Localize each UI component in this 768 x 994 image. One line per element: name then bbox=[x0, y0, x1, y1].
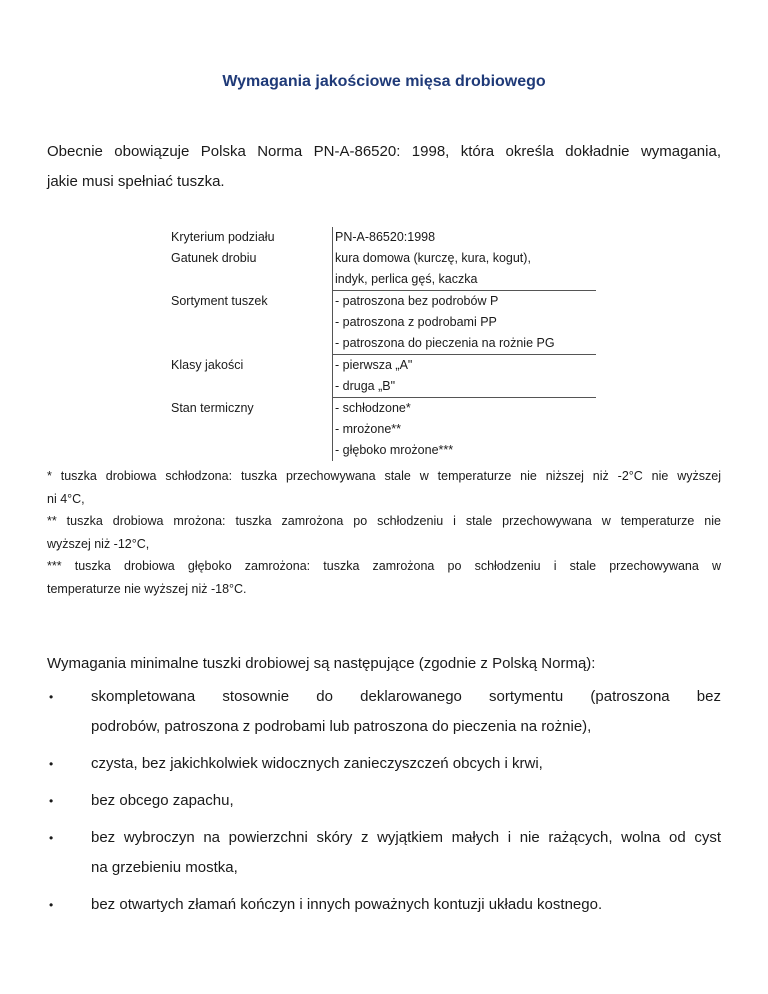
list-item bbox=[47, 823, 721, 883]
list-item bbox=[47, 749, 721, 779]
footnote-3-line-2: temperaturze nie wyższej niż -18°C. bbox=[47, 581, 247, 596]
table-row bbox=[171, 398, 596, 420]
table-row bbox=[171, 269, 596, 291]
list-item-line-1: czysta, bez jakichkolwiek widocznych zanieczyszczeń obcych i krwi, bbox=[91, 755, 543, 772]
criteria-table bbox=[171, 227, 596, 461]
table-key: Stan termiczny bbox=[171, 400, 254, 415]
bullet-icon: • bbox=[49, 690, 54, 704]
table-value: - schłodzone* bbox=[333, 398, 597, 420]
table-value: - druga „B" bbox=[333, 376, 597, 398]
page-title: Wymagania jakościowe mięsa drobiowego bbox=[222, 73, 546, 90]
table-key: Gatunek drobiu bbox=[171, 251, 257, 265]
list-item-line-1: bez wybroczyn na powierzchni skóry z wyjątkiem małych i nie rażących, wolna od cyst bbox=[91, 829, 721, 846]
table-row bbox=[171, 440, 596, 461]
list-item bbox=[47, 682, 721, 742]
table-key bbox=[171, 376, 333, 398]
footnotes bbox=[47, 465, 721, 600]
intro-paragraph bbox=[47, 137, 721, 197]
requirements-list bbox=[47, 682, 721, 920]
requirements-intro: Wymagania minimalne tuszki drobiowej są następujące (zgodnie z Polską Normą): bbox=[47, 655, 596, 672]
list-item bbox=[47, 890, 721, 920]
footnote-2-line-2: wyższej niż -12°C, bbox=[47, 536, 150, 551]
list-item-line-1: bez otwartych złamań kończyn i innych poważnych kontuzji układu kostnego. bbox=[91, 896, 603, 913]
table-key: Sortyment tuszek bbox=[171, 293, 268, 308]
footnote-1-line-1: * tuszka drobiowa schłodzona: tuszka przechowywana stale w temperaturze nie niższej niż -2°C nie wyższej bbox=[47, 469, 721, 483]
requirements-section bbox=[47, 652, 721, 927]
table-value: PN-A-86520:1998 bbox=[333, 227, 597, 248]
bullet-icon: • bbox=[49, 831, 54, 845]
footnote-1-line-2: ni 4°C, bbox=[47, 491, 85, 506]
intro-line-2: jakie musi spełniać tuszka. bbox=[47, 173, 225, 190]
table-value: - mrożone** bbox=[333, 419, 597, 440]
table-key bbox=[171, 440, 333, 461]
table-row bbox=[171, 376, 596, 398]
table-key bbox=[171, 419, 333, 440]
table-row bbox=[171, 291, 596, 313]
intro-line-1: Obecnie obowiązuje Polska Norma PN-A-86520: 1998, która określa dokładnie wymagania, bbox=[47, 143, 721, 160]
table-row bbox=[171, 227, 596, 248]
table-value: - patroszona bez podrobów P bbox=[333, 291, 597, 313]
bullet-icon: • bbox=[49, 794, 54, 808]
table-value: indyk, perlica gęś, kaczka bbox=[333, 269, 597, 291]
list-item-line-1: bez obcego zapachu, bbox=[91, 792, 234, 809]
table-value: - patroszona do pieczenia na rożnie PG bbox=[333, 333, 597, 355]
bullet-icon: • bbox=[49, 757, 54, 771]
bullet-icon: • bbox=[49, 898, 54, 912]
table-row bbox=[171, 312, 596, 333]
table-value: - patroszona z podrobami PP bbox=[333, 312, 597, 333]
footnote-2-line-1: ** tuszka drobiowa mrożona: tuszka zamrożona po schłodzeniu i stale przechowywana w temperaturze nie bbox=[47, 514, 721, 528]
list-item-line-2: na grzebieniu mostka, bbox=[91, 859, 238, 876]
table-key: Kryterium podziału bbox=[171, 230, 275, 244]
table-key bbox=[171, 269, 333, 291]
list-item bbox=[47, 786, 721, 816]
table-row bbox=[171, 248, 596, 269]
table-value: - głęboko mrożone*** bbox=[333, 440, 597, 461]
table-key bbox=[171, 333, 333, 355]
table-key bbox=[171, 312, 333, 333]
footnote-3-line-1: *** tuszka drobiowa głęboko zamrożona: tuszka zamrożona po schłodzeniu i stale przechowywana w bbox=[47, 559, 721, 573]
table-row bbox=[171, 419, 596, 440]
table-value: - pierwsza „A" bbox=[333, 355, 597, 377]
list-item-line-2: podrobów, patroszona z podrobami lub patroszona do pieczenia na rożnie), bbox=[91, 718, 592, 735]
table-row bbox=[171, 355, 596, 377]
table-value: kura domowa (kurczę, kura, kogut), bbox=[333, 248, 597, 269]
list-item-line-1: skompletowana stosownie do deklarowanego sortymentu (patroszona bez bbox=[91, 688, 721, 705]
table-key: Klasy jakości bbox=[171, 357, 244, 372]
table-row bbox=[171, 333, 596, 355]
